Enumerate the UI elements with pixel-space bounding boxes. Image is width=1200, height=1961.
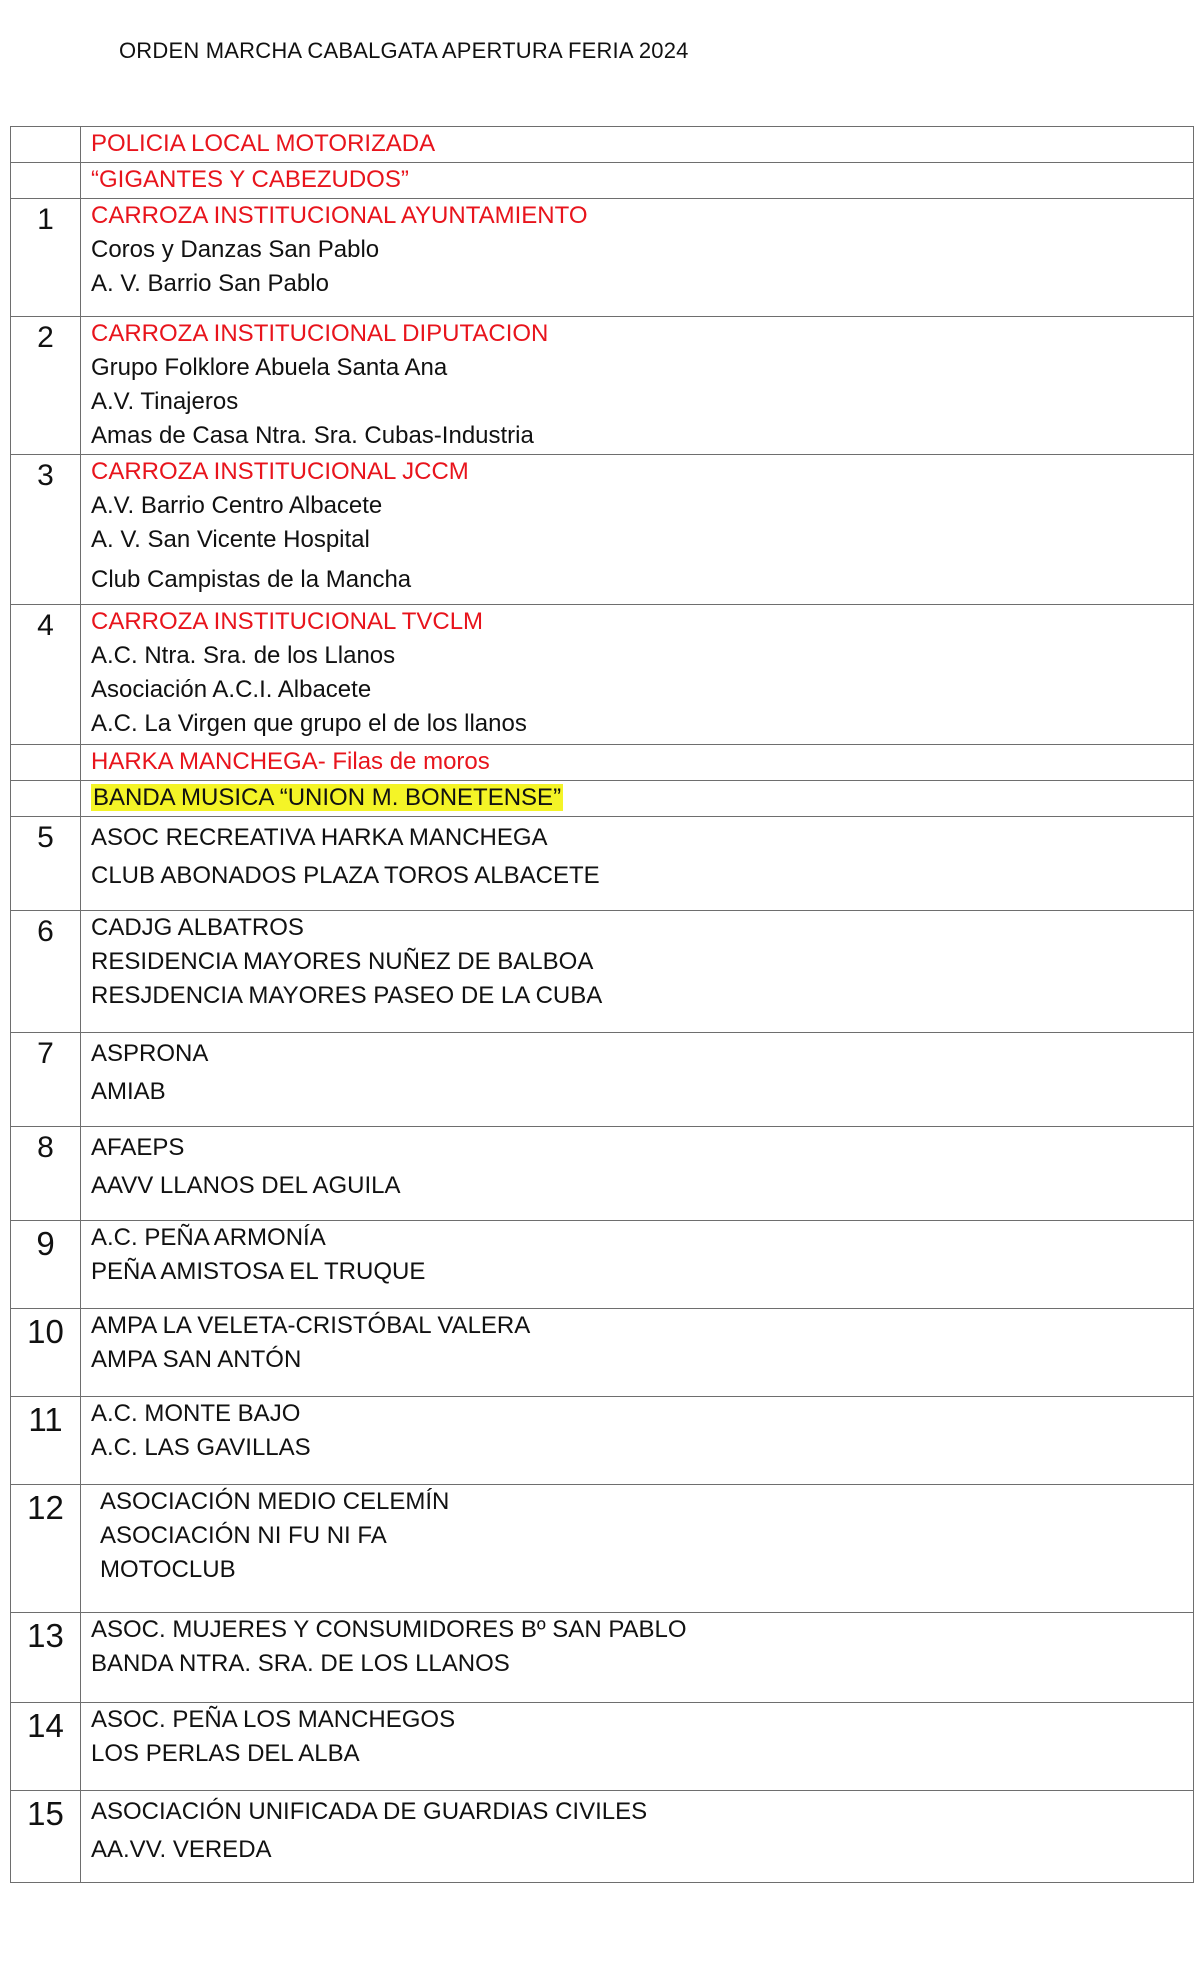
entry-text: Club Campistas de la Mancha	[91, 566, 412, 593]
participant-entry	[91, 1737, 1193, 1771]
participant-entry	[91, 1553, 1193, 1587]
entry-text: A.V. Tinajeros	[91, 388, 239, 415]
entry-text: BANDA NTRA. SRA. DE LOS LLANOS	[91, 1650, 510, 1677]
row-number: 13	[11, 1613, 81, 1703]
row-number: 10	[11, 1309, 81, 1397]
participant-entry	[91, 707, 1193, 741]
row-entries	[81, 1791, 1194, 1883]
table-row	[11, 1309, 1194, 1397]
participant-entry	[91, 1647, 1193, 1681]
table-row	[11, 1221, 1194, 1309]
row-entries	[81, 605, 1194, 745]
participant-entry	[91, 1795, 1193, 1829]
section-heading	[91, 455, 1193, 489]
row-number: 8	[11, 1127, 81, 1221]
entry-text: ASOC. MUJERES Y CONSUMIDORES Bº SAN PABLO	[91, 1616, 687, 1643]
table-row	[11, 605, 1194, 745]
row-entries	[81, 781, 1194, 817]
entry-text: A. V. Barrio San Pablo	[91, 270, 329, 297]
entry-text: POLICIA LOCAL MOTORIZADA	[91, 130, 436, 157]
table-row	[11, 1127, 1194, 1221]
table-row	[11, 1033, 1194, 1127]
entry-text: ASOC RECREATIVA HARKA MANCHEGA	[91, 824, 548, 851]
participant-entry	[91, 1431, 1193, 1465]
entry-text: A. V. San Vicente Hospital	[91, 526, 370, 553]
entry-text: CADJG ALBATROS	[91, 914, 304, 941]
row-entries	[81, 1703, 1194, 1791]
table-row	[11, 127, 1194, 163]
entry-text: Amas de Casa Ntra. Sra. Cubas-Industria	[91, 422, 534, 449]
row-number: 12	[11, 1485, 81, 1613]
entry-text: CLUB ABONADOS PLAZA TOROS ALBACETE	[91, 862, 600, 889]
table-row	[11, 199, 1194, 317]
table-row	[11, 163, 1194, 199]
entry-text: ASOCIACIÓN UNIFICADA DE GUARDIAS CIVILES	[91, 1798, 648, 1825]
participant-entry	[91, 385, 1193, 419]
participant-entry	[91, 979, 1193, 1013]
row-entries	[81, 1221, 1194, 1309]
row-entries	[81, 1127, 1194, 1221]
table-row	[11, 1703, 1194, 1791]
row-number: 6	[11, 911, 81, 1033]
entry-text: A.C. MONTE BAJO	[91, 1400, 301, 1427]
entry-text: ASOCIACIÓN NI FU NI FA	[100, 1522, 387, 1549]
entry-text: A.C. LAS GAVILLAS	[91, 1434, 311, 1461]
row-number: 15	[11, 1791, 81, 1883]
entry-text: CARROZA INSTITUCIONAL JCCM	[91, 458, 469, 485]
entry-text: AMPA LA VELETA-CRISTÓBAL VALERA	[91, 1312, 531, 1339]
entry-text: AMPA SAN ANTÓN	[91, 1346, 302, 1373]
participant-entry	[91, 1037, 1193, 1071]
section-heading	[91, 317, 1193, 351]
entry-text: Coros y Danzas San Pablo	[91, 236, 380, 263]
entry-text: CARROZA INSTITUCIONAL DIPUTACION	[91, 320, 549, 347]
participant-entry	[91, 1169, 1193, 1203]
row-number: 3	[11, 455, 81, 605]
row-entries	[81, 1613, 1194, 1703]
entry-text: MOTOCLUB	[100, 1556, 236, 1583]
table-row	[11, 1613, 1194, 1703]
entry-text: CARROZA INSTITUCIONAL AYUNTAMIENTO	[91, 202, 588, 229]
entry-text: “GIGANTES Y CABEZUDOS”	[91, 166, 409, 193]
entry-text: CARROZA INSTITUCIONAL TVCLM	[91, 608, 484, 635]
entry-text: Asociación A.C.I. Albacete	[91, 676, 372, 703]
section-heading	[91, 605, 1193, 639]
entry-text: Grupo Folklore Abuela Santa Ana	[91, 354, 448, 381]
entry-text: AFAEPS	[91, 1134, 185, 1161]
table-row	[11, 1791, 1194, 1883]
row-entries	[81, 1309, 1194, 1397]
row-entries	[81, 455, 1194, 605]
participant-entry	[91, 1343, 1193, 1377]
entry-text: LOS PERLAS DEL ALBA	[91, 1740, 360, 1767]
table-row	[11, 455, 1194, 605]
entry-text: A.C. La Virgen que grupo el de los llanos	[91, 710, 527, 737]
participant-entry	[91, 673, 1193, 707]
participant-entry	[91, 1833, 1193, 1867]
participant-entry	[91, 1221, 1193, 1255]
row-entries	[81, 127, 1194, 163]
row-entries	[81, 1033, 1194, 1127]
row-number: 11	[11, 1397, 81, 1485]
participant-entry	[91, 821, 1193, 855]
participant-entry	[91, 911, 1193, 945]
table-row	[11, 1485, 1194, 1613]
row-number	[11, 745, 81, 781]
row-number: 1	[11, 199, 81, 317]
section-heading	[91, 745, 1193, 779]
entry-text: RESJDENCIA MAYORES PASEO DE LA CUBA	[91, 982, 603, 1009]
row-entries	[81, 163, 1194, 199]
row-number: 7	[11, 1033, 81, 1127]
row-entries	[81, 1397, 1194, 1485]
participant-entry	[91, 489, 1193, 523]
entry-text: A.C. PEÑA ARMONÍA	[91, 1224, 326, 1251]
table-row	[11, 317, 1194, 455]
participant-entry	[91, 267, 1193, 301]
participant-entry	[91, 523, 1193, 557]
table-row	[11, 745, 1194, 781]
participant-entry	[91, 859, 1193, 893]
participant-entry	[91, 1613, 1193, 1647]
row-number: 9	[11, 1221, 81, 1309]
row-entries	[81, 317, 1194, 455]
row-number	[11, 127, 81, 163]
participant-entry	[91, 1309, 1193, 1343]
participant-entry	[91, 1075, 1193, 1109]
document-title: ORDEN MARCHA CABALGATA APERTURA FERIA 2024	[119, 38, 689, 63]
section-heading	[91, 163, 1193, 197]
entry-text: ASPRONA	[91, 1040, 209, 1067]
entry-text: HARKA MANCHEGA- Filas de moros	[91, 748, 490, 775]
entry-text: ASOCIACIÓN MEDIO CELEMÍN	[100, 1488, 450, 1515]
row-entries	[81, 199, 1194, 317]
participant-entry	[91, 351, 1193, 385]
participant-entry	[91, 1131, 1193, 1165]
parade-order-table	[10, 126, 1194, 1883]
row-entries	[81, 817, 1194, 911]
row-number	[11, 163, 81, 199]
entry-text: AAVV LLANOS DEL AGUILA	[91, 1172, 401, 1199]
row-number: 5	[11, 817, 81, 911]
row-number: 4	[11, 605, 81, 745]
participant-entry	[91, 233, 1193, 267]
row-number	[11, 781, 81, 817]
entry-text: PEÑA AMISTOSA EL TRUQUE	[91, 1258, 426, 1285]
participant-entry	[91, 1485, 1193, 1519]
entry-text: A.V. Barrio Centro Albacete	[91, 492, 383, 519]
section-heading	[91, 127, 1193, 161]
participant-entry	[91, 945, 1193, 979]
table-row	[11, 1397, 1194, 1485]
table-row	[11, 817, 1194, 911]
participant-entry	[91, 1703, 1193, 1737]
entry-text: A.C. Ntra. Sra. de los Llanos	[91, 642, 396, 669]
entry-text: ASOC. PEÑA LOS MANCHEGOS	[91, 1706, 456, 1733]
participant-entry	[91, 563, 1193, 597]
participant-entry	[91, 1397, 1193, 1431]
table-row	[11, 781, 1194, 817]
entry-text: AMIAB	[91, 1078, 166, 1105]
participant-entry	[91, 639, 1193, 673]
participant-entry	[91, 1519, 1193, 1553]
row-number: 14	[11, 1703, 81, 1791]
entry-text: RESIDENCIA MAYORES NUÑEZ DE BALBOA	[91, 948, 594, 975]
entry-text: BANDA MUSICA “UNION M. BONETENSE”	[93, 784, 562, 811]
row-entries	[81, 1485, 1194, 1613]
section-heading	[91, 199, 1193, 233]
row-entries	[81, 911, 1194, 1033]
participant-entry	[91, 419, 1193, 453]
row-number: 2	[11, 317, 81, 455]
entry-text: AA.VV. VEREDA	[91, 1836, 272, 1863]
participant-entry	[91, 1255, 1193, 1289]
participant-entry	[91, 781, 1193, 815]
table-row	[11, 911, 1194, 1033]
row-entries	[81, 745, 1194, 781]
